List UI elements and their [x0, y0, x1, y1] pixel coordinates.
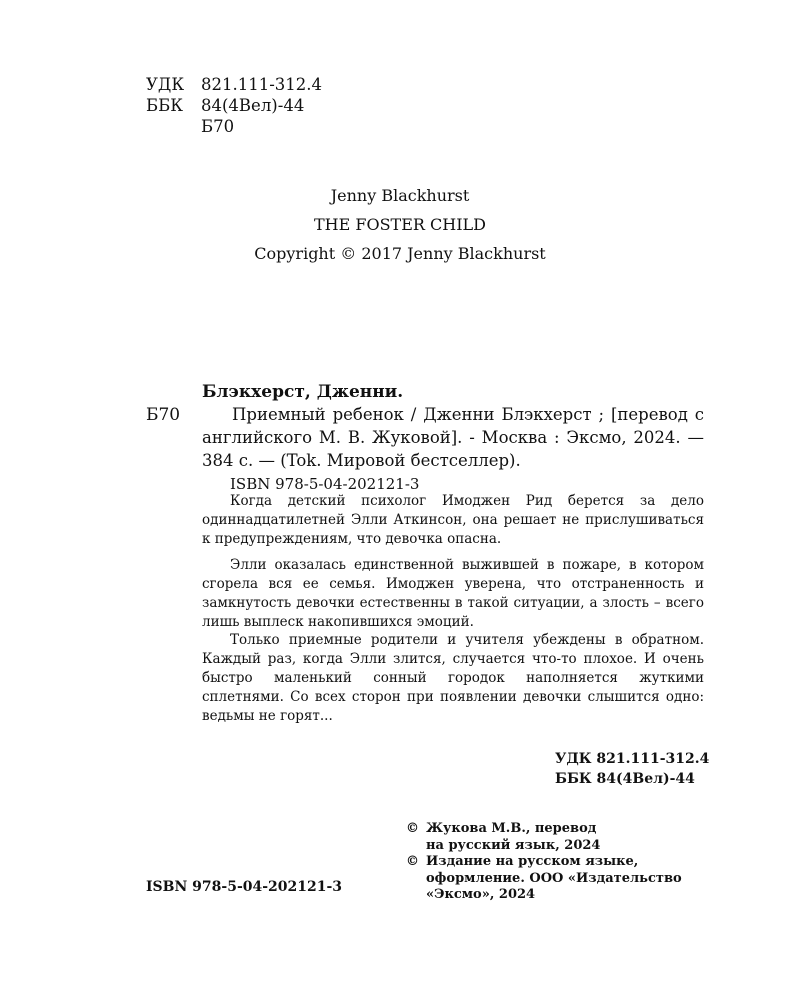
copyright-edition-line-3: «Эксмо», 2024: [426, 887, 536, 902]
annotation-paragraph-1: Когда детский психолог Имоджен Рид берется за дело одиннадцатилетней Элли Аткинсон, она решает не прислушиваться к предупреждениям, что девочка опасна.: [202, 493, 704, 547]
footer-isbn: ISBN 978-5-04-202121-3: [146, 879, 343, 895]
udk-row: [146, 74, 322, 95]
bibliographic-description: Приемный ребенок / Дженни Блэкхерст ; [перевод с английского М. В. Жуковой]. - Москва : Эксмо, 2024. — 384 с. — (Tok. Мировой бестселлер).: [202, 405, 704, 470]
copyright-edition-line-1: Издание на русском языке,: [426, 854, 639, 869]
author-mark-row: [146, 116, 322, 137]
copyright-translation: [406, 821, 682, 854]
record-author-mark: Б70: [146, 405, 181, 425]
copyright-block: [406, 821, 682, 904]
udk-label: УДК: [146, 75, 185, 94]
annotation-paragraph-2: Элли оказалась единственной выжившей в пожаре, в котором сгорела вся ее семья. Имоджен уверена, что отстраненность и замкнутость девочки естественны в такой ситуации, а злость – всего лишь выплеск накопившихся эмоций.: [202, 557, 704, 630]
original-copyright: Copyright © 2017 Jenny Blackhurst: [254, 244, 546, 263]
copyright-edition-line-2: оформление. ООО «Издательство: [426, 870, 682, 886]
annotation-paragraph-3: Только приемные родители и учителя убеждены в обратном. Каждый раз, когда Элли злится, случается что-то плохое. И очень быстро маленький сонный городок наполняется жуткими сплетнями. Со всех сторон при появлении девочки слышится одно: ведьмы не горят...: [202, 632, 704, 724]
record-isbn: ISBN 978-5-04-202121-3: [230, 475, 420, 493]
copyright-translation-line-1: Жукова М.В., перевод: [426, 821, 597, 836]
original-title: THE FOSTER CHILD: [313, 215, 487, 234]
bbk-value: 84(4Вел)-44: [201, 96, 305, 115]
classification-codes: [146, 74, 322, 137]
footer-bbk: ББК 84(4Вел)-44: [555, 771, 695, 787]
record-heading: Блэкхерст, Дженни.: [202, 382, 404, 402]
original-author: Jenny Blackhurst: [330, 186, 470, 205]
copyright-symbol: ©: [406, 821, 419, 836]
copyright-symbol: ©: [406, 854, 419, 869]
bbk-label: ББК: [146, 96, 184, 115]
footer-classification: [555, 749, 709, 789]
author-mark: Б70: [201, 117, 235, 136]
copyright-translation-line-2: на русский язык, 2024: [426, 837, 601, 853]
copyright-edition: [406, 854, 682, 904]
bbk-row: [146, 95, 322, 116]
footer-udk: УДК 821.111-312.4: [555, 751, 710, 767]
udk-value: 821.111-312.4: [201, 75, 323, 94]
